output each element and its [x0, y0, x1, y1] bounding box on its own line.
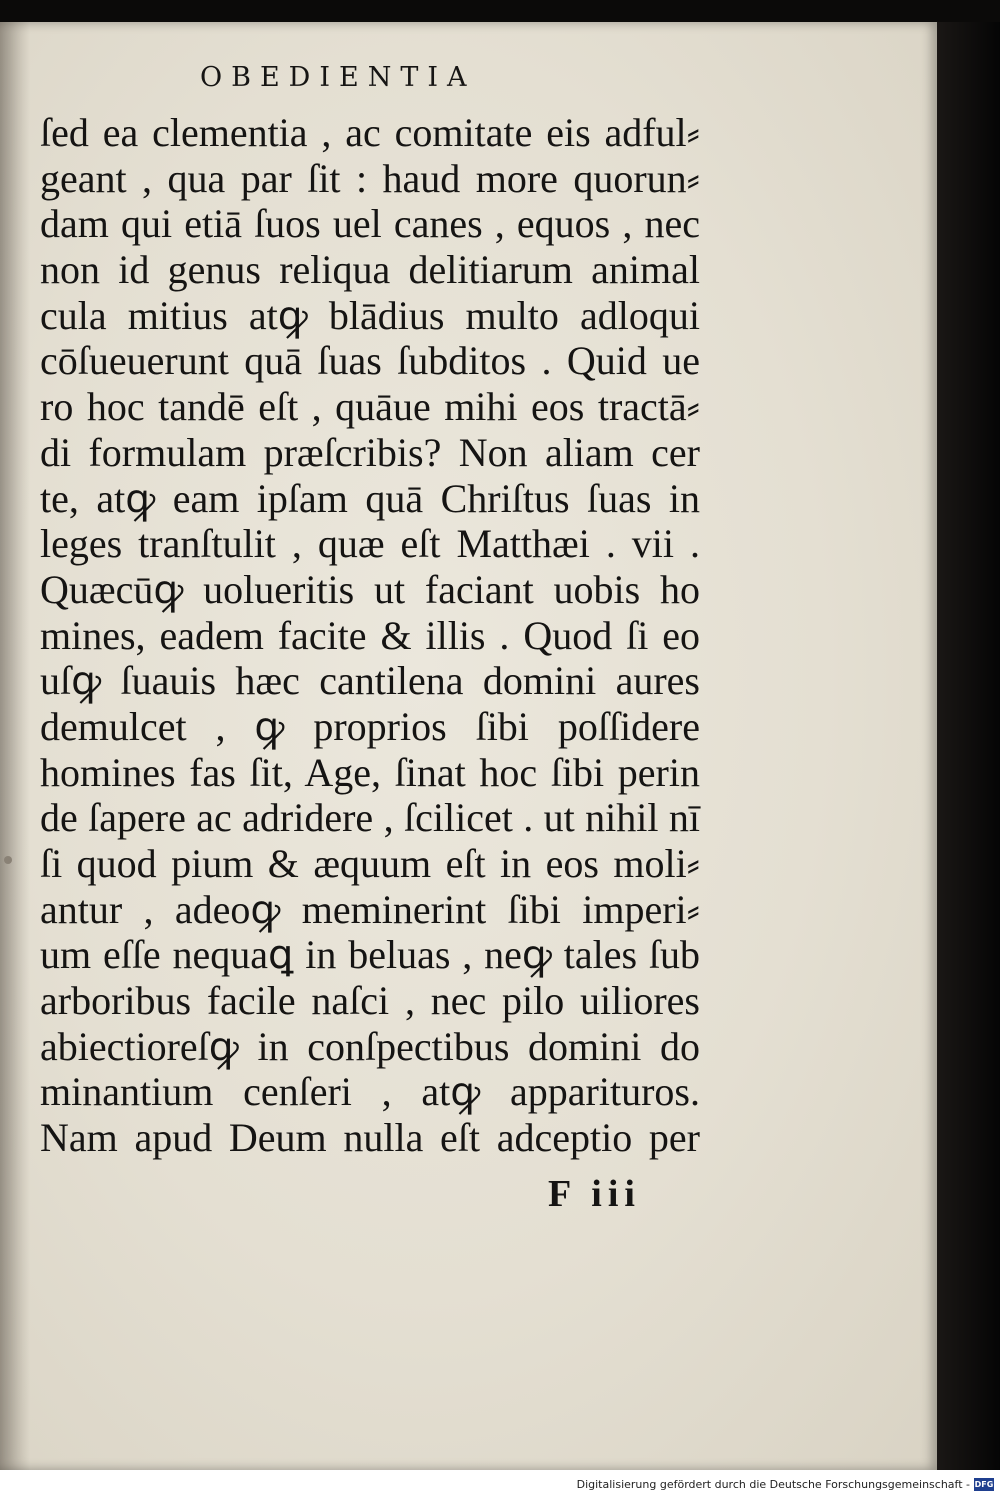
book-edge — [937, 22, 1000, 1470]
text-line: leges tranſtulit , quæ eſt Matthæi . vii . — [40, 521, 700, 567]
text-line: Quæcūꝙ uolueritis ut faciant uobis ho — [40, 566, 700, 612]
text-line: abiectioreſꝙ in conſpectibus domini do — [40, 1023, 700, 1069]
text-line: um eſſe nequaꝗ in beluas , neꝙ tales ſub — [40, 932, 700, 978]
binding-mark — [4, 856, 12, 864]
text-line: mines, eadem facite & illis . Quod ſi eo — [40, 612, 700, 658]
signature-mark: F iii — [548, 1173, 641, 1215]
text-line: dam qui etiā ſuos uel canes , equos , nec — [40, 201, 700, 247]
text-line: minantium cenſeri , atꝙ apparituros. — [40, 1069, 700, 1115]
text-line: demulcet , ꝙ proprios ſibi poſſidere — [40, 703, 700, 749]
text-line: uſꝙ ſuauis hæc cantilena domini aures — [40, 658, 700, 704]
text-line: ro hoc tandē eſt , quāue mihi eos tractā⸗ — [40, 384, 700, 430]
text-line: te, atꝙ eam ipſam quā Chriſtus ſuas in — [40, 475, 700, 521]
text-line: Nam apud Deum nulla eſt adceptio per — [40, 1115, 700, 1161]
footer-bar — [0, 1470, 1000, 1501]
running-head: OBEDIENTIA — [200, 62, 476, 93]
text-line: ſi quod pium & æquum eſt in eos moli⸗ — [40, 841, 700, 886]
dfg-logo-icon: DFG — [974, 1480, 994, 1489]
text-line: de ſapere ac adridere , ſcilicet . ut nihil nī — [40, 795, 700, 841]
digitization-credit: Digitalisierung gefördert durch die Deutsche Forschungsgemeinschaft - — [576, 1478, 970, 1491]
text-line: cula mitius atꝙ blādius multo adloqui — [40, 292, 700, 338]
text-line: cōſueuerunt quā ſuas ſubditos . Quid ue — [40, 338, 700, 384]
body-text — [40, 110, 700, 1161]
text-line: arboribus facile naſci , nec pilo uiliores — [40, 978, 700, 1024]
text-line: non id genus reliqua delitiarum animal — [40, 247, 700, 293]
spine-shadow — [0, 22, 30, 1470]
text-line: ſed ea clementia , ac comitate eis adful⸗ — [40, 110, 700, 155]
text-line: antur , adeoꝙ meminerint ſibi imperi⸗ — [40, 886, 700, 932]
text-line: geant , qua par ſit : haud more quorun⸗ — [40, 155, 700, 201]
text-line: di formulam præſcribis? Non aliam cer — [40, 429, 700, 475]
text-line: homines fas ſit, Age, ſinat hoc ſibi perin — [40, 749, 700, 795]
